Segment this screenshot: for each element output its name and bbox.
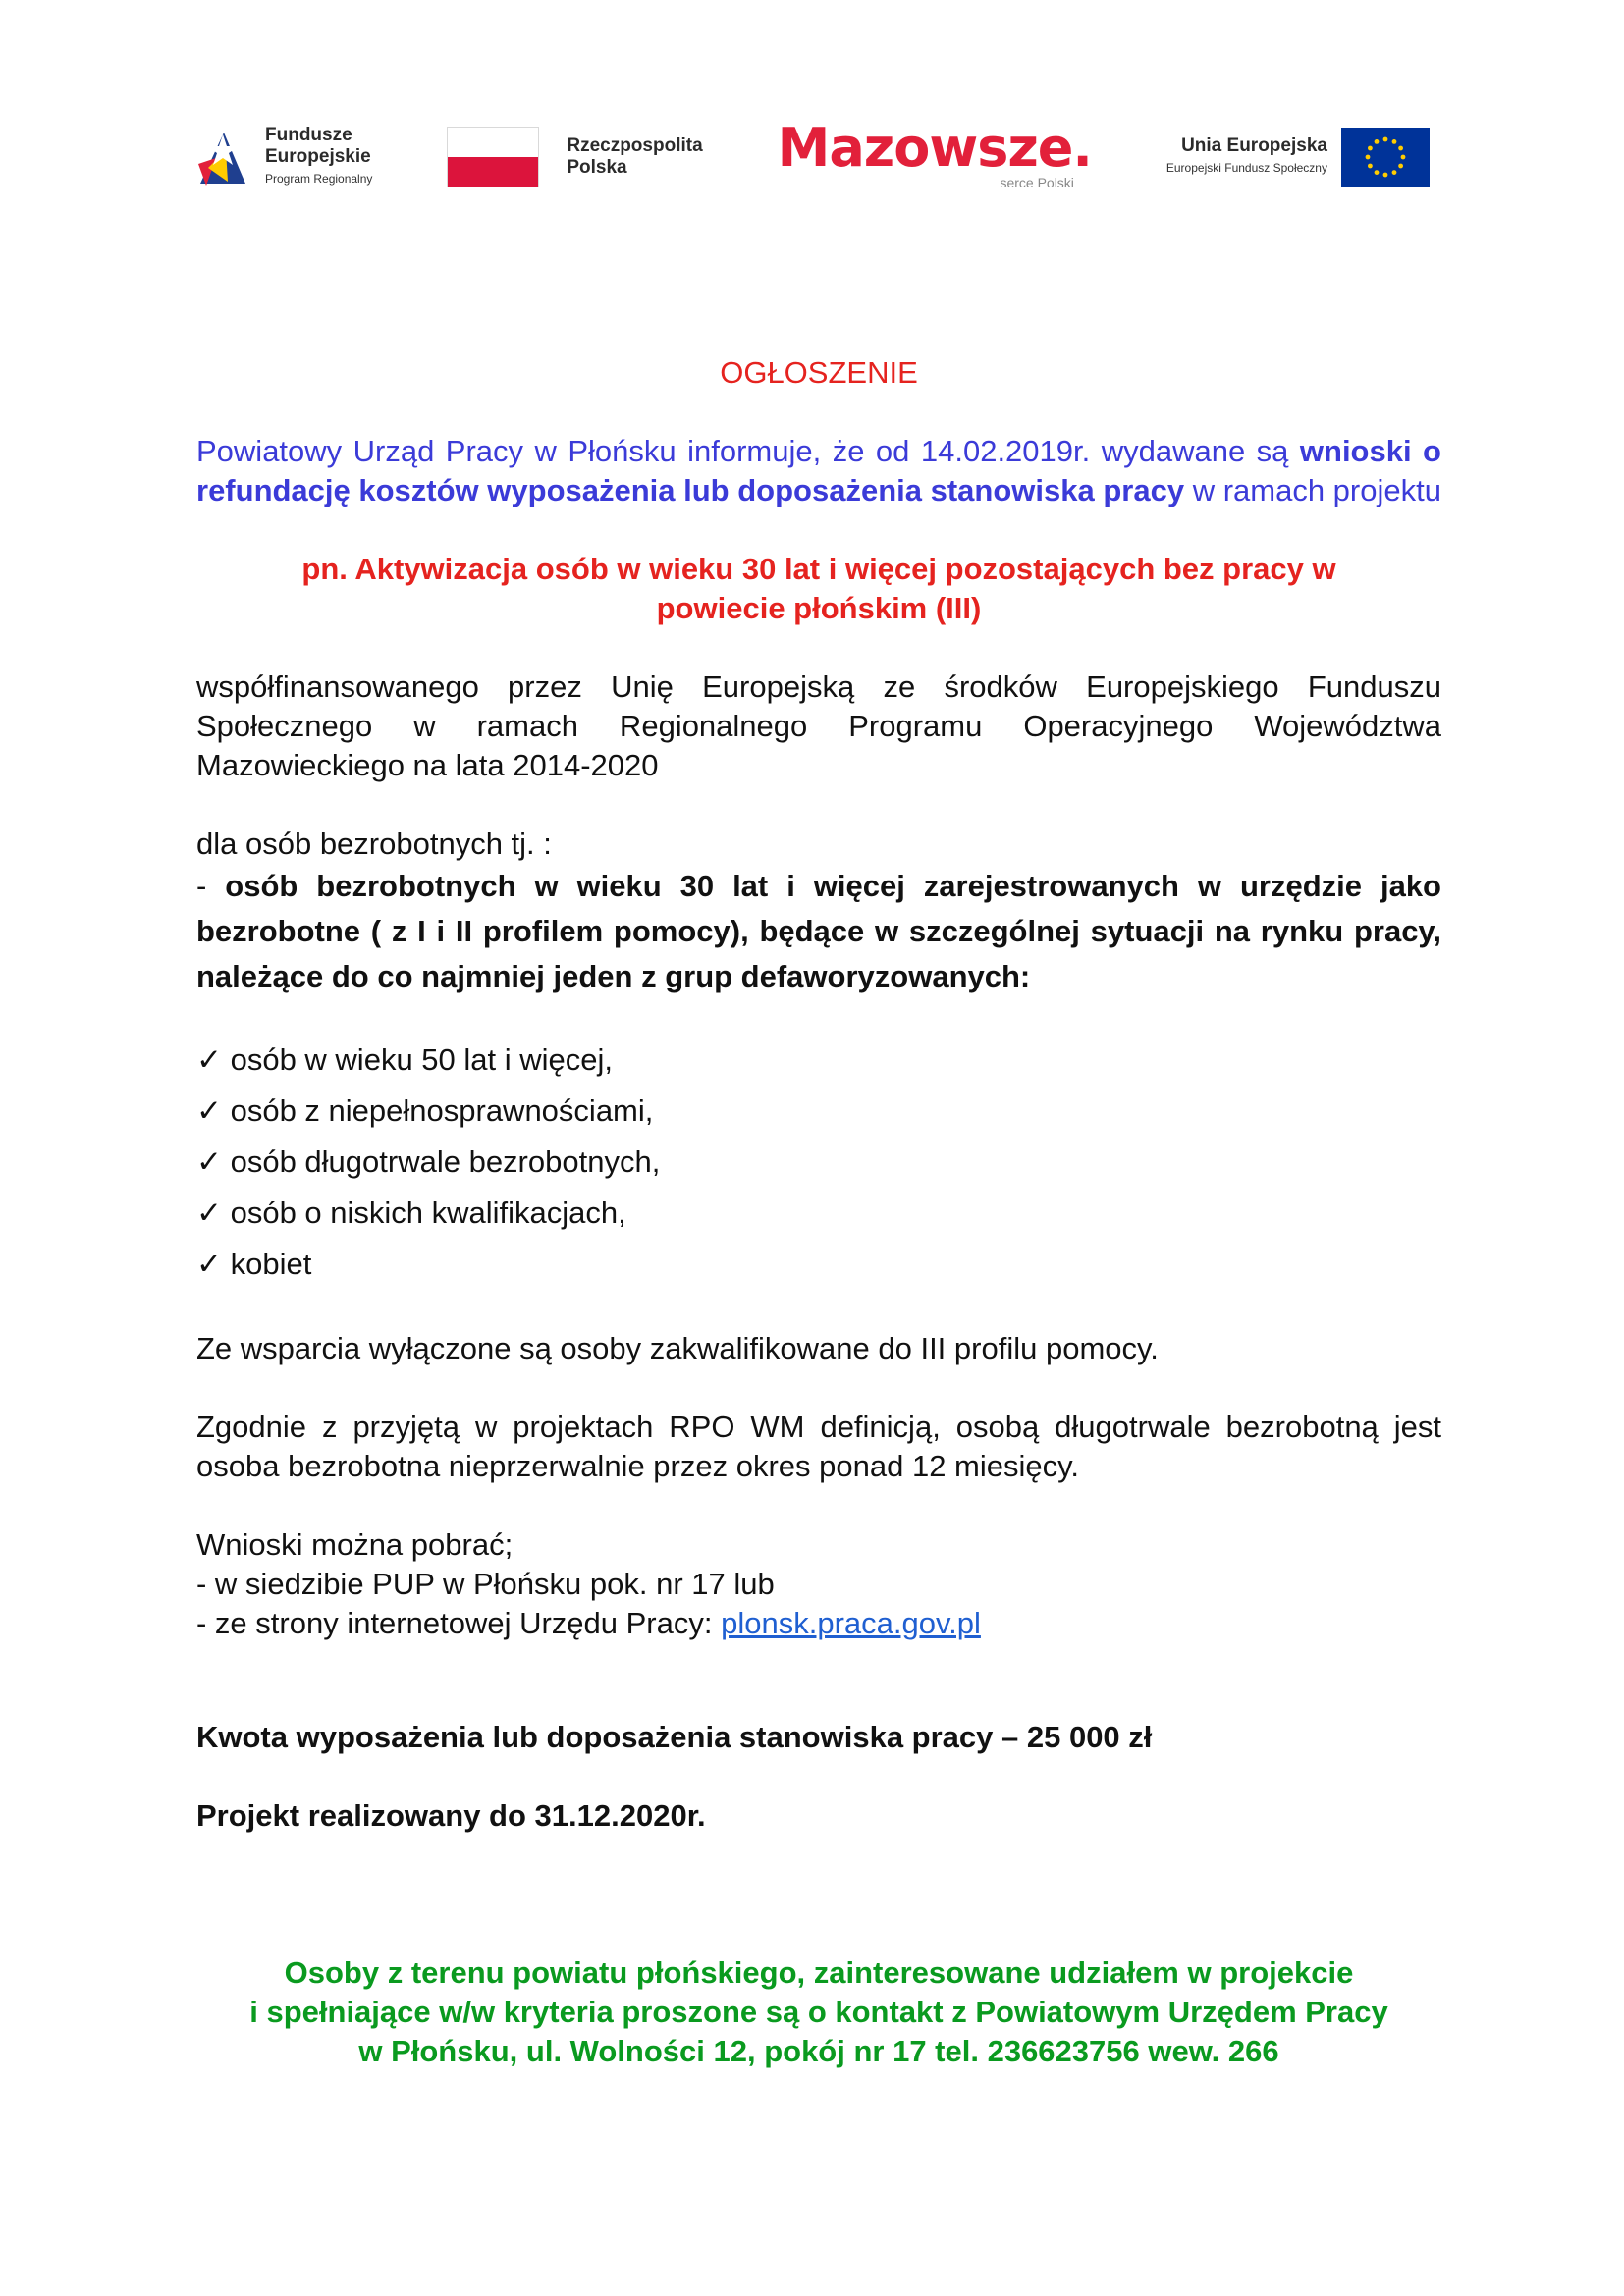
logo-fundusze-europejskie (194, 125, 372, 189)
list-item: ✓ osób w wieku 50 lat i więcej, (196, 1042, 613, 1077)
list-item: ✓ osób długotrwale bezrobotnych, (196, 1145, 661, 1179)
contact-line2: i spełniające w/w kryteria proszone są o kontakt z Powiatowym Urzędem Pracy (249, 1995, 1388, 2029)
contact-line3: w Płońsku, ul. Wolności 12, pokój nr 17 tel. 236623756 wew. 266 (358, 2034, 1279, 2068)
fe-line2: Europejskie (265, 146, 371, 167)
mazowsze-wordmark: Mazowsze. (777, 117, 1092, 179)
mazowsze-tagline: serce Polski (1000, 175, 1074, 190)
disadvantaged-groups-list (196, 1035, 1441, 1290)
target-bold-text: osób bezrobotnych w wieku 30 lat i więcej zarejestrowanych w urzędzie jako bezrobotne ( z I i II profilem pomocy), będące w szczególnej sytuacji na rynku pracy, należące do co najmniej jeden z grup defaworyzowanych: (196, 869, 1441, 993)
ue-line1: Unia Europejska (1181, 135, 1327, 156)
rp-line2: Polska (567, 157, 627, 178)
logo-unia-europejska (1166, 128, 1430, 187)
target-dash: - (196, 869, 226, 903)
target-description (196, 864, 1441, 999)
logo-rzeczpospolita-polska (447, 127, 702, 187)
document-body (196, 353, 1441, 2071)
announcement-heading: OGŁOSZENIE (720, 355, 918, 390)
forms-item-office: - w siedzibie PUP w Płońsku pok. nr 17 lub (196, 1567, 775, 1601)
target-intro: dla osób bezrobotnych tj. : (196, 827, 552, 861)
list-item: ✓ kobiet (196, 1247, 312, 1281)
poland-flag-icon (447, 127, 539, 187)
forms-section (196, 1525, 1441, 1643)
forms-title: Wnioski można pobrać; (196, 1527, 514, 1562)
fe-line1: Fundusze (265, 125, 352, 145)
website-link[interactable]: plonsk.praca.gov.pl (721, 1606, 981, 1640)
definition-paragraph: Zgodnie z przyjętą w projektach RPO WM definicją, osobą długotrwale bezrobotną jest osoba bezrobotna nieprzerwalnie przez okres ponad 12 miesięcy. (196, 1410, 1441, 1483)
forms-item-website (196, 1604, 1441, 1643)
intro-bold-text: wnioski o refundację kosztów wyposażenia lub doposażenia stanowiska pracy (196, 434, 1441, 507)
project-name (196, 550, 1441, 628)
fe-line3: Program Regionalny (265, 172, 373, 186)
project-name-line1: pn. Aktywizacja osób w wieku 30 lat i więcej pozostających bez pracy w (301, 552, 1336, 586)
list-item: ✓ osób z niepełnosprawnościami, (196, 1094, 654, 1128)
exclusion-paragraph: Ze wsparcia wyłączone są osoby zakwalifikowane do III profilu pomocy. (196, 1331, 1159, 1365)
eu-flag-icon (1341, 128, 1430, 187)
ue-line2: Europejski Fundusz Społeczny (1165, 161, 1327, 175)
amount-paragraph: Kwota wyposażenia lub doposażenia stanowiska pracy – 25 000 zł (196, 1720, 1153, 1754)
forms-item-website-text: - ze strony internetowej Urzędu Pracy: (196, 1606, 722, 1640)
duration-paragraph: Projekt realizowany do 31.12.2020r. (196, 1798, 706, 1833)
contact-line1: Osoby z terenu powiatu płońskiego, zainteresowane udziałem w projekcie (284, 1955, 1354, 1990)
list-item: ✓ osób o niskich kwalifikacjach, (196, 1196, 626, 1230)
logo-bar (194, 108, 1430, 206)
intro-paragraph (196, 432, 1441, 510)
contact-block (196, 1953, 1441, 2071)
rp-line1: Rzeczpospolita (567, 135, 703, 156)
project-name-line2: powiecie płońskim (III) (656, 591, 982, 625)
intro-text-end: w ramach projektu (1192, 473, 1441, 507)
cofinancing-paragraph: współfinansowanego przez Unię Europejską ze środków Europejskiego Funduszu Społecznego w ramach Regionalnego Programu Operacyjnego Województwa Mazowieckiego na lata 2014-2020 (196, 669, 1441, 782)
intro-text: Powiatowy Urząd Pracy w Płońsku informuje, że od 14.02.2019r. wydawane są (196, 434, 1289, 468)
fundusze-europejskie-star-icon (194, 125, 251, 189)
logo-mazowsze (777, 117, 1092, 190)
